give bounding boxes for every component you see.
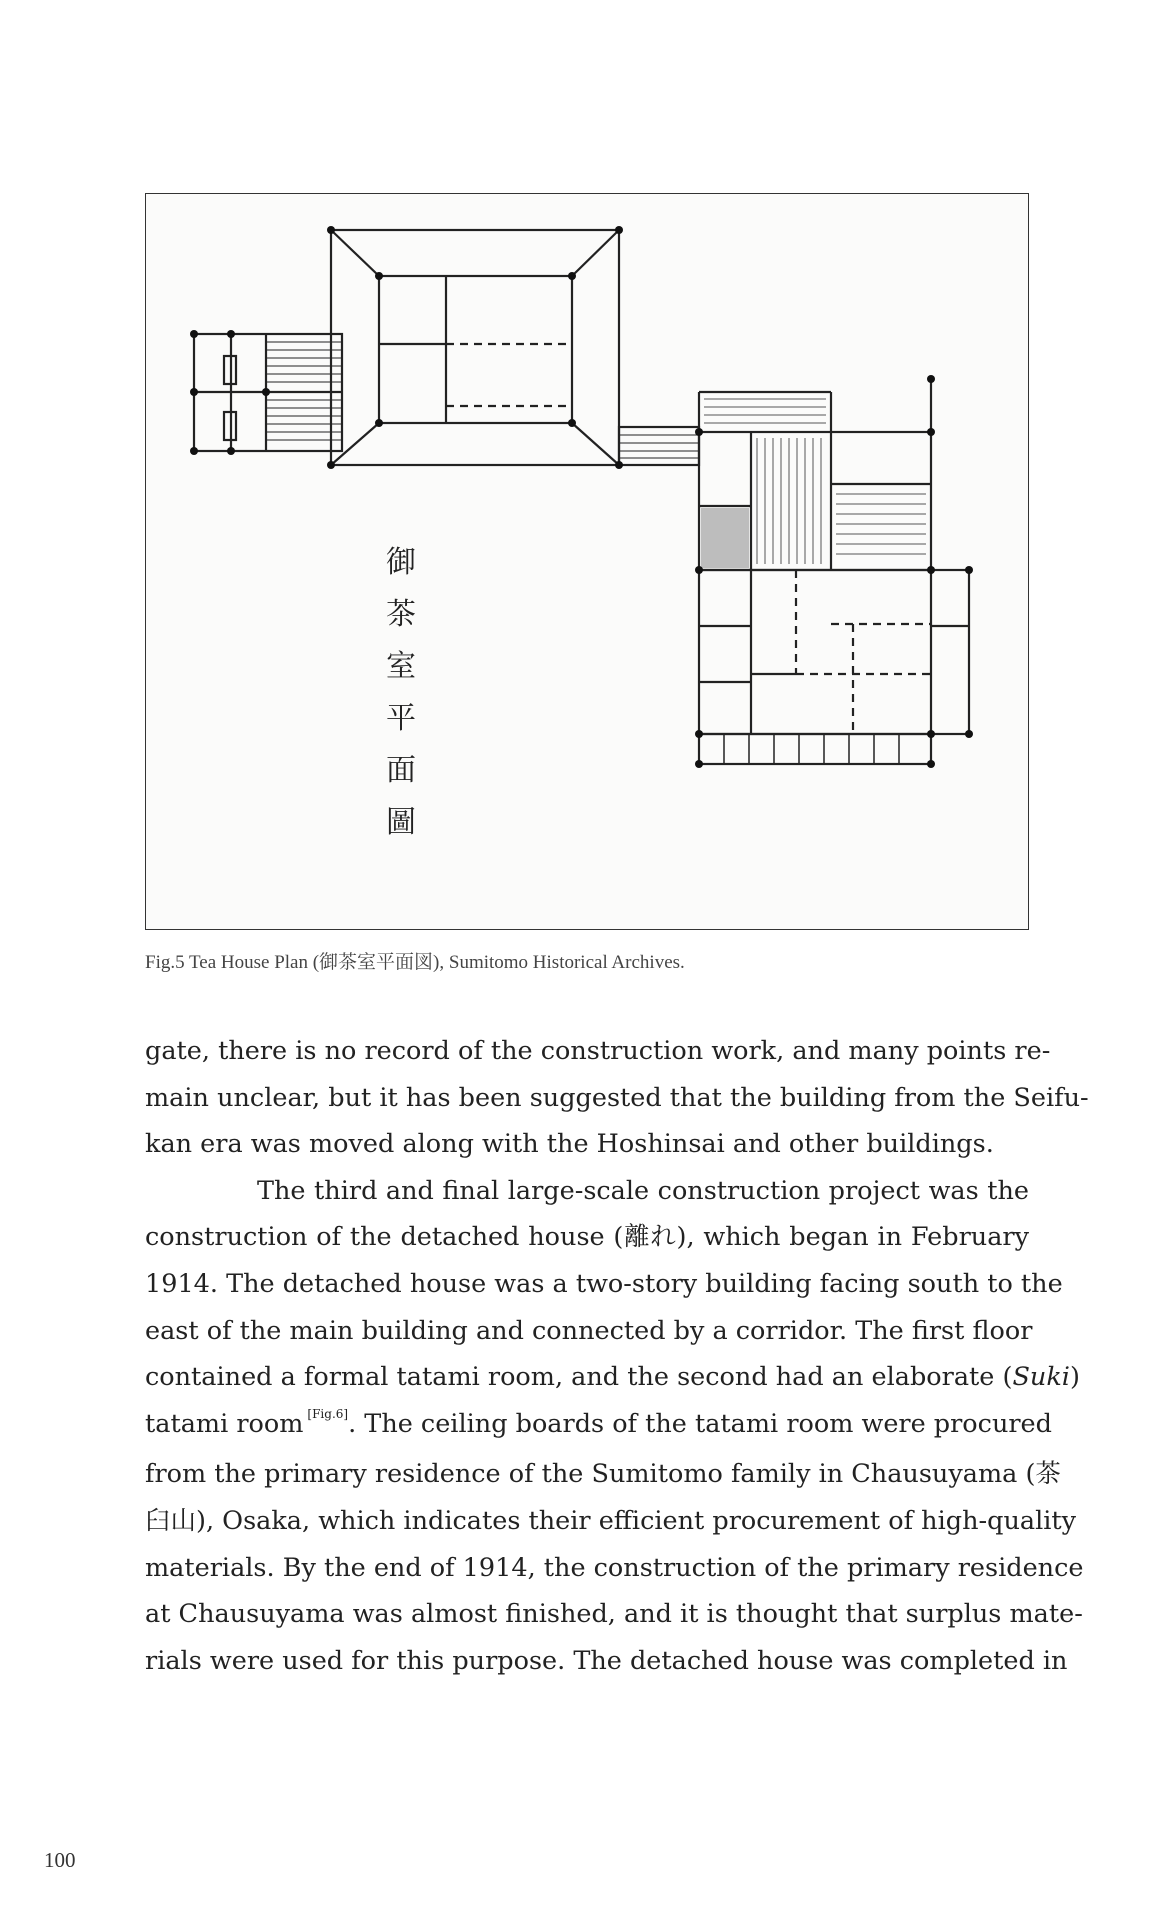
drawing-title-char: 圖 — [386, 805, 416, 840]
drawing-title-char: 御 — [386, 545, 416, 580]
figure-tea-house-plan — [145, 193, 1029, 930]
text-line: The third and final large-scale construction project was the — [257, 1175, 1029, 1206]
text-segment: contained a formal tatami room, and the second had an elaborate ( — [145, 1362, 1013, 1393]
text-line: at Chausuyama was almost finished, and it is thought that surplus mate- — [145, 1599, 1083, 1630]
text-line: main unclear, but it has been suggested that the building from the Seifu- — [145, 1082, 1089, 1113]
figure-caption: Fig.5 Tea House Plan (御茶室平面図), Sumitomo Historical Archives. — [145, 952, 685, 973]
text-segment: tatami room — [145, 1408, 304, 1439]
drawing-title-char: 茶 — [386, 597, 416, 632]
text-line — [145, 1354, 1080, 1401]
drawing-title-char: 面 — [386, 753, 416, 788]
text-line: 1914. The detached house was a two-story building facing south to the — [145, 1268, 1063, 1299]
text-line — [145, 1401, 1052, 1452]
italic-term: Suki — [1012, 1362, 1070, 1393]
text-line: kan era was moved along with the Hoshinsai and other buildings. — [145, 1129, 994, 1160]
text-segment: ) — [1069, 1362, 1080, 1393]
drawing-title-char: 平 — [386, 701, 416, 736]
page-number: 100 — [44, 1848, 76, 1872]
text-line: 臼山), Osaka, which indicates their efficient procurement of high-quality — [145, 1505, 1077, 1536]
text-line: from the primary residence of the Sumitomo family in Chausuyama (茶 — [145, 1459, 1061, 1490]
figure-reference: [Fig.6] — [307, 1406, 349, 1421]
text-line: materials. By the end of 1914, the construction of the primary residence — [145, 1552, 1084, 1583]
drawing-title-char: 室 — [386, 649, 416, 684]
floor-plan-drawing — [146, 194, 1030, 931]
body-text — [145, 1028, 1089, 1684]
text-line: construction of the detached house (離れ), which began in February — [145, 1222, 1029, 1253]
text-line: gate, there is no record of the construction work, and many points re- — [145, 1036, 1051, 1066]
text-line: rials were used for this purpose. The detached house was completed in — [145, 1645, 1068, 1676]
text-segment: . The ceiling boards of the tatami room were procured — [348, 1408, 1052, 1439]
text-line: east of the main building and connected by a corridor. The first floor — [145, 1315, 1033, 1346]
